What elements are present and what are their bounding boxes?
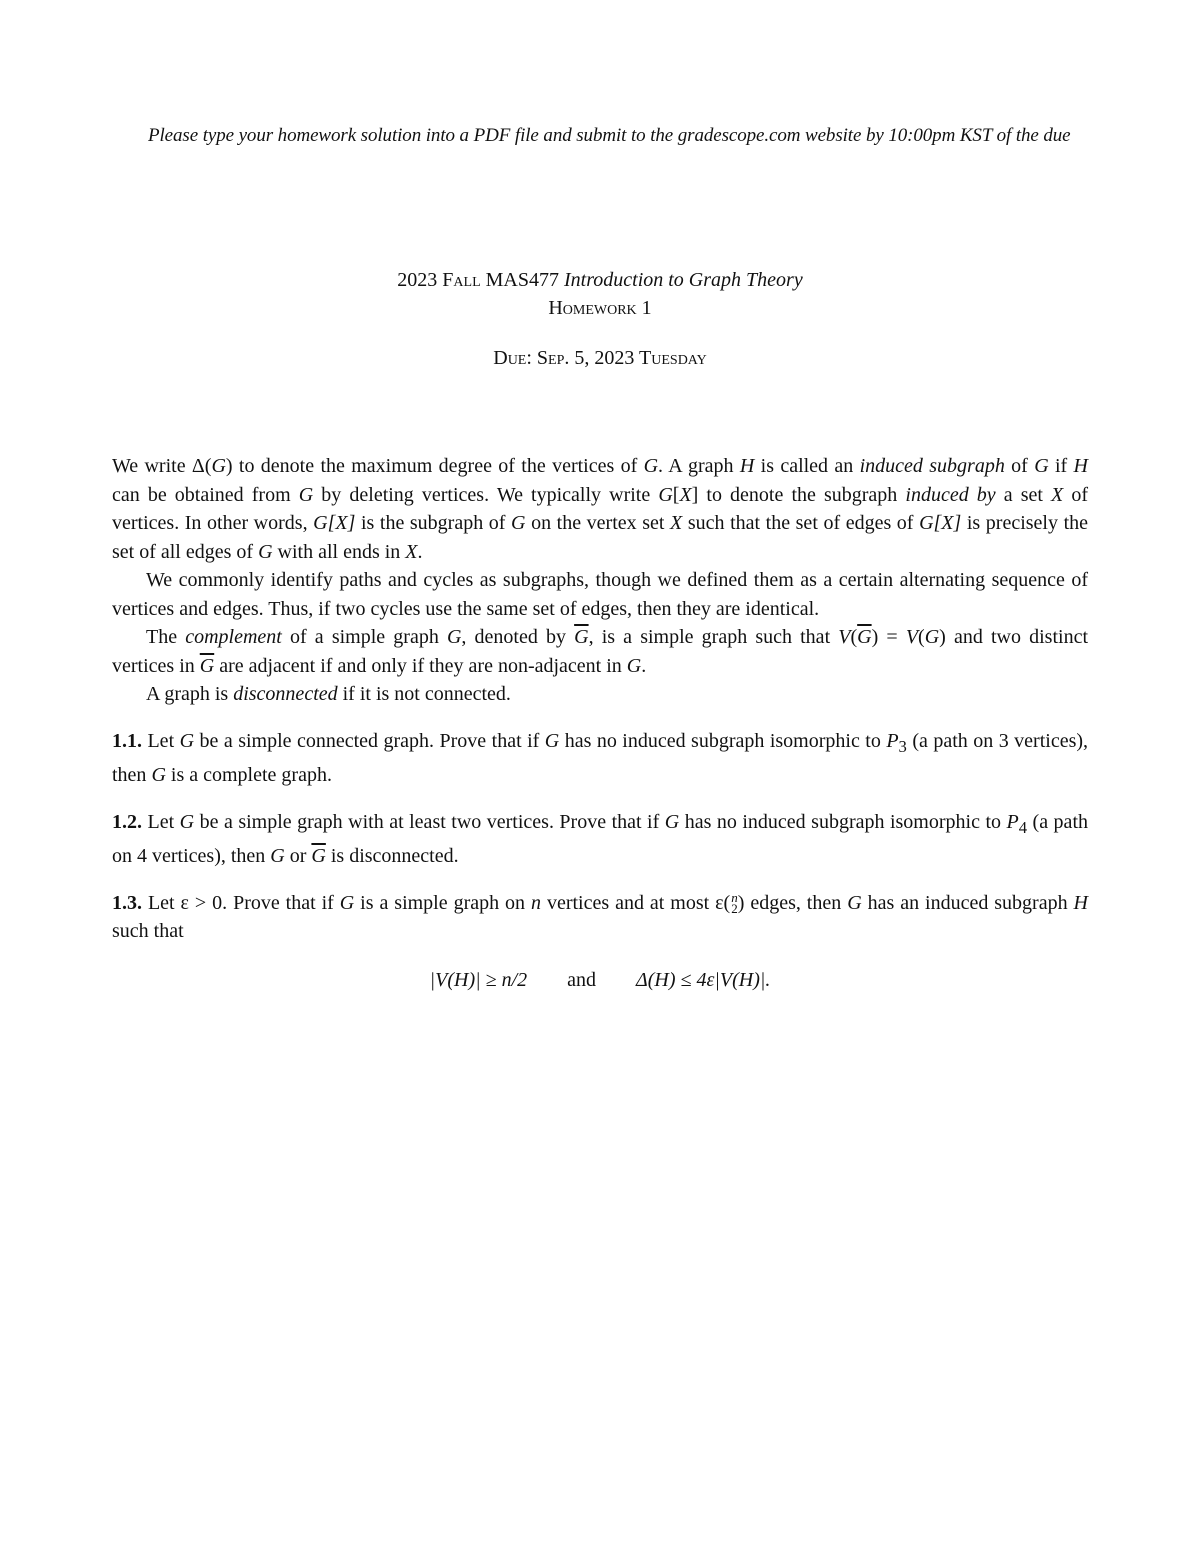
homework-title: Homework 1 [548, 297, 652, 319]
problem-1-3: 1.3. Let ε > 0. Prove that if G is a simple graph on n vertices and at most ε(n 2) edges, then G has an induced subgraph H such that [112, 889, 1088, 942]
course-title: 2023 Fall MAS477 Introduction to Graph Theory [397, 269, 803, 291]
due-date: Due: Sep. 5, 2023 Tuesday [493, 347, 707, 369]
problem-1-2: 1.2. Let G be a simple graph with at least two vertices. Prove that if G has no induced subgraph isomorphic to $P_4$ (a path on 4 vertices), then G or $\overline{G}$ is disconnected. [112, 810, 1088, 867]
problem-1-1: 1.1. Let G be a simple connected graph. Prove that if G has no induced subgraph isomorphic to $P_3$ (a path on 3 vertices), then G is a complete graph. [112, 729, 1089, 786]
document-body [112, 452, 1088, 994]
intro-paragraph-2: We commonly identify paths and cycles as subgraphs, though we defined them as a certain alternating sequence of vertices and edges. Thus, if two cycles use the same set of edges, then they are identical. [112, 569, 1088, 620]
intro-paragraph-4: A graph is disconnected if it is not connected. [146, 683, 511, 705]
intro-paragraph-1: We write Δ(G) to denote the maximum degree of the vertices of G. A graph H is called an induced subgraph of G if H can be obtained from G by deleting vertices. We typically write G[X] to denote the subgraph induced by a set X of vertices. In other words, G[X] is the subgraph of G on the vertex set X such that the set of edges of G[X] is precisely the set of all edges of G with all ends in X. [112, 455, 1089, 563]
binomial-coefficient: n 2 [731, 889, 738, 916]
title-block [0, 266, 1200, 372]
display-inequality: |V(H)| ≥ n/2 and Δ(H) ≤ 4ε|V(H)|. [429, 968, 771, 991]
submission-instructions: Please type your homework solution into a PDF file and submit to the gradescope.com website by 10:00pm KST of the due [148, 125, 1071, 146]
intro-paragraph-3: The complement of a simple graph G, denoted by $\overline{G}$, is a simple graph such that $V(\overline{G}) = V(G)$ and two distinct vertices in $\overline{G}$ are adjacent if and only if they are non-adjacent in G. [112, 626, 1089, 677]
